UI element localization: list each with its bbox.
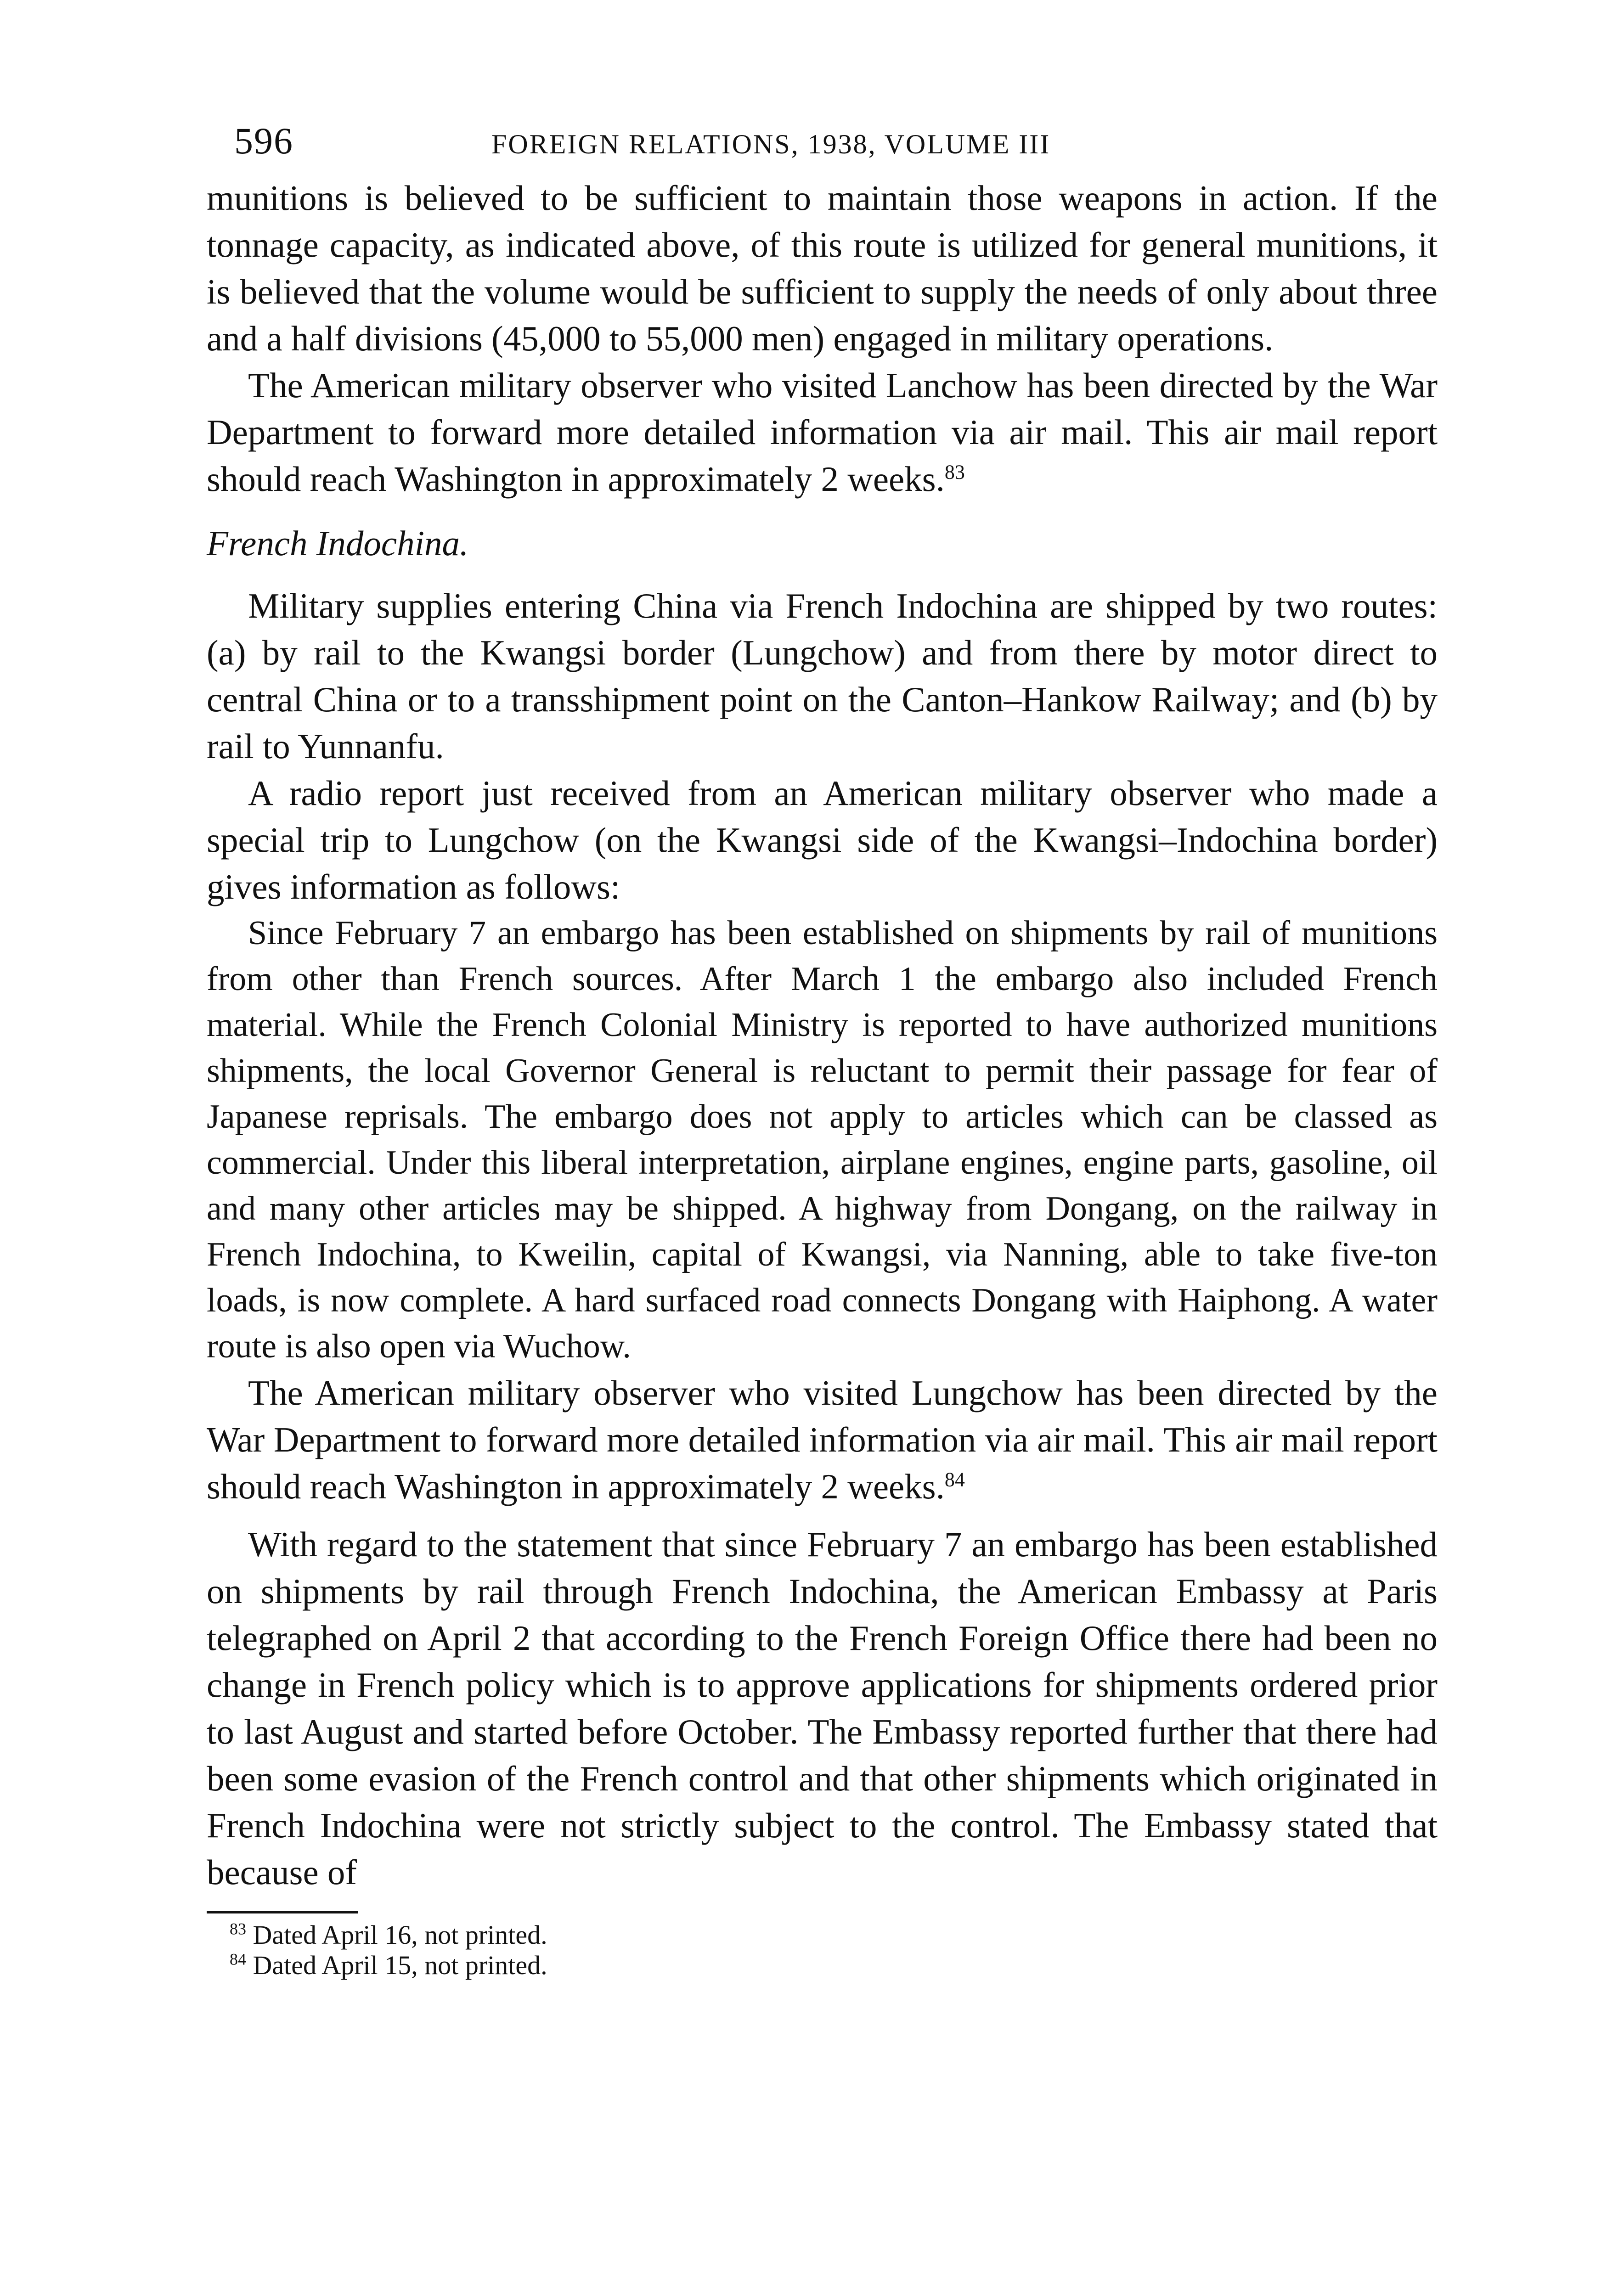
document-page — [207, 119, 1438, 1981]
running-title: FOREIGN RELATIONS, 1938, VOLUME III — [491, 129, 1051, 159]
section-heading: French Indochina. — [207, 523, 469, 563]
quoted-report: Since February 7 an embargo has been established on shipments by rail of munitions from other than French sources. After March 1 the embargo also included French material. While the French Colonial Ministry is reported to have authorized munitions shipments, the local Governor General is reluctant to permit their passage for fear of Japanese reprisals. The embargo does not apply to articles which can be classed as commercial. Under this liberal interpretation, airplane engines, engine parts, gasoline, oil and many other articles may be shipped. A highway from Dongang, on the railway in French Indochina, to Kweilin, capital of Kwangsi, via Nanning, able to take five-ton loads, is now complete. A hard surfaced road connects Dongang with Haiphong. A water route is also open via Wuchow. — [207, 914, 1438, 1365]
footnote-text: Dated April 16, not printed. — [253, 1920, 547, 1950]
page-number: 596 — [234, 120, 293, 162]
paragraph-embassy: With regard to the statement that since February 7 an embargo has been established on shipments by rail through French Indochina, the American Embassy at Paris telegraphed on April 2 that according to the French Foreign Office there had been no change in French policy which is to approve applications for shipments ordered prior to last August and started before October. The Embassy reported further that there had been some evasion of the French control and that other shipments which originated in French Indochina were not strictly subject to the control. The Embassy stated that because of — [207, 1525, 1438, 1892]
footnote-divider — [207, 1911, 358, 1913]
paragraph-text: The American military observer who visited Lungchow has been directed by the War Department to forward more detailed information via air mail. This air mail report should reach Washington in approximately 2 weeks. — [207, 1373, 1438, 1506]
paragraph-text: The American military observer who visited Lanchow has been directed by the War Department to forward more detailed information via air mail. This air mail report should reach Washington in approximately 2 weeks. — [207, 366, 1438, 499]
footnote-mark: 83 — [230, 1919, 246, 1938]
footnote-84 — [230, 1950, 1438, 1981]
footnotes — [207, 1911, 1438, 1981]
paragraph-continuation: munitions is believed to be sufficient to maintain those weapons in action. If the tonnage capacity, as indicated above, of this route is utilized for general munitions, it is believed that the volume would be sufficient to supply the needs of only about three and a half divisions (45,000 to 55,000 men) engaged in military operations. — [207, 178, 1438, 358]
paragraph-lungchow-report — [207, 1369, 1438, 1510]
paragraph-radio-report: A radio report just received from an American military observer who made a special trip to Lungchow (on the Kwangsi side of the Kwangsi–Indochina border) gives information as follows: — [207, 773, 1438, 906]
footnote-ref-83: 83 — [944, 461, 965, 484]
running-head — [207, 119, 1438, 174]
body-text — [207, 174, 1438, 1896]
paragraph-routes: Military supplies entering China via French Indochina are shipped by two routes: (a) by rail to the Kwangsi border (Lungchow) and from there by motor direct to central China or to a transshipment point on the Canton–Hankow Railway; and (b) by rail to Yunnanfu. — [207, 586, 1438, 766]
footnote-text: Dated April 15, not printed. — [253, 1950, 547, 1980]
footnote-83 — [230, 1920, 1438, 1950]
paragraph-lanchow-report — [207, 362, 1438, 502]
footnote-mark: 84 — [230, 1950, 246, 1969]
footnote-ref-84: 84 — [944, 1468, 965, 1491]
